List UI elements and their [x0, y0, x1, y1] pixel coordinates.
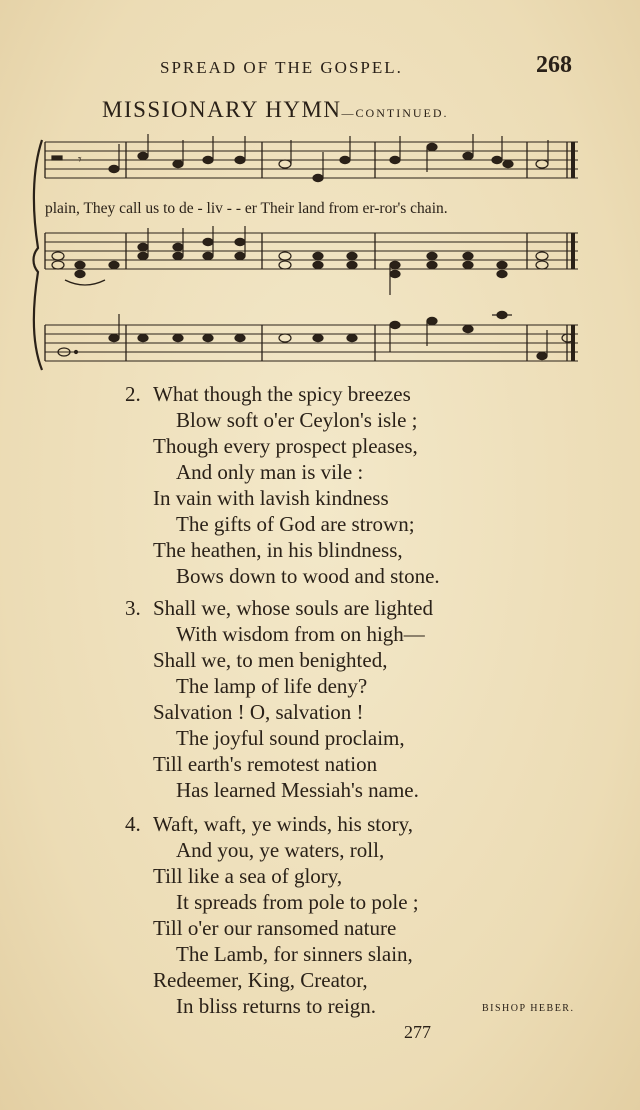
hymn-title: [102, 97, 449, 123]
verse-line: Salvation ! O, salvation !: [153, 700, 364, 724]
verse-line: Has learned Messiah's name.: [176, 778, 419, 802]
verse-line: The Lamb, for sinners slain,: [176, 942, 413, 966]
svg-text:𝄾: 𝄾: [78, 153, 82, 168]
verse-line: Till like a sea of glory,: [153, 864, 343, 888]
verse-line: Shall we, to men benighted,: [153, 648, 388, 672]
verse-line: And you, ye waters, roll,: [176, 838, 385, 862]
verse-line: What though the spicy breezes: [153, 382, 411, 406]
hymn-title-text: MISSIONARY HYMN: [102, 97, 342, 122]
running-title: SPREAD OF THE GOSPEL.: [160, 58, 403, 77]
verse-line: With wisdom from on high—: [176, 622, 425, 646]
verse-line: Bows down to wood and stone.: [176, 564, 440, 588]
verse-line: Shall we, whose souls are lighted: [153, 596, 433, 620]
score-brace: [34, 140, 43, 370]
music-score: [30, 130, 585, 380]
verse-line: The lamp of life deny?: [176, 674, 368, 698]
slur: [65, 280, 105, 285]
page-number: 268: [536, 52, 572, 78]
verse-line: Though every prospect pleases,: [153, 434, 418, 458]
verse-line: The joyful sound proclaim,: [176, 726, 405, 750]
music-lyric-line: plain, They call us to de - liv - - er Their land from er-ror's chain.: [45, 200, 448, 217]
attribution: BISHOP HEBER.: [482, 1003, 575, 1014]
folio-number: 277: [404, 1022, 431, 1042]
hymn-title-suffix: —CONTINUED.: [341, 106, 449, 120]
verse-line: Till o'er our ransomed nature: [153, 916, 397, 940]
verse-line: Redeemer, King, Creator,: [153, 968, 368, 992]
verse-line: The heathen, in his blindness,: [153, 538, 403, 562]
verse-line: The gifts of God are strown;: [176, 512, 415, 536]
staff-bass: [45, 325, 578, 361]
verse-number: 2.: [125, 382, 141, 406]
verse-line: It spreads from pole to pole ;: [176, 890, 419, 914]
verse-number: 4.: [125, 812, 141, 836]
verse-line: Waft, waft, ye winds, his story,: [153, 812, 413, 836]
verse-line: And only man is vile :: [176, 460, 364, 484]
verse-number: 3.: [125, 596, 141, 620]
verse-line: Blow soft o'er Ceylon's isle ;: [176, 408, 418, 432]
verse-line: In vain with lavish kindness: [153, 486, 389, 510]
verse-line: In bliss returns to reign.: [176, 994, 377, 1018]
verse-line: Till earth's remotest nation: [153, 752, 378, 776]
